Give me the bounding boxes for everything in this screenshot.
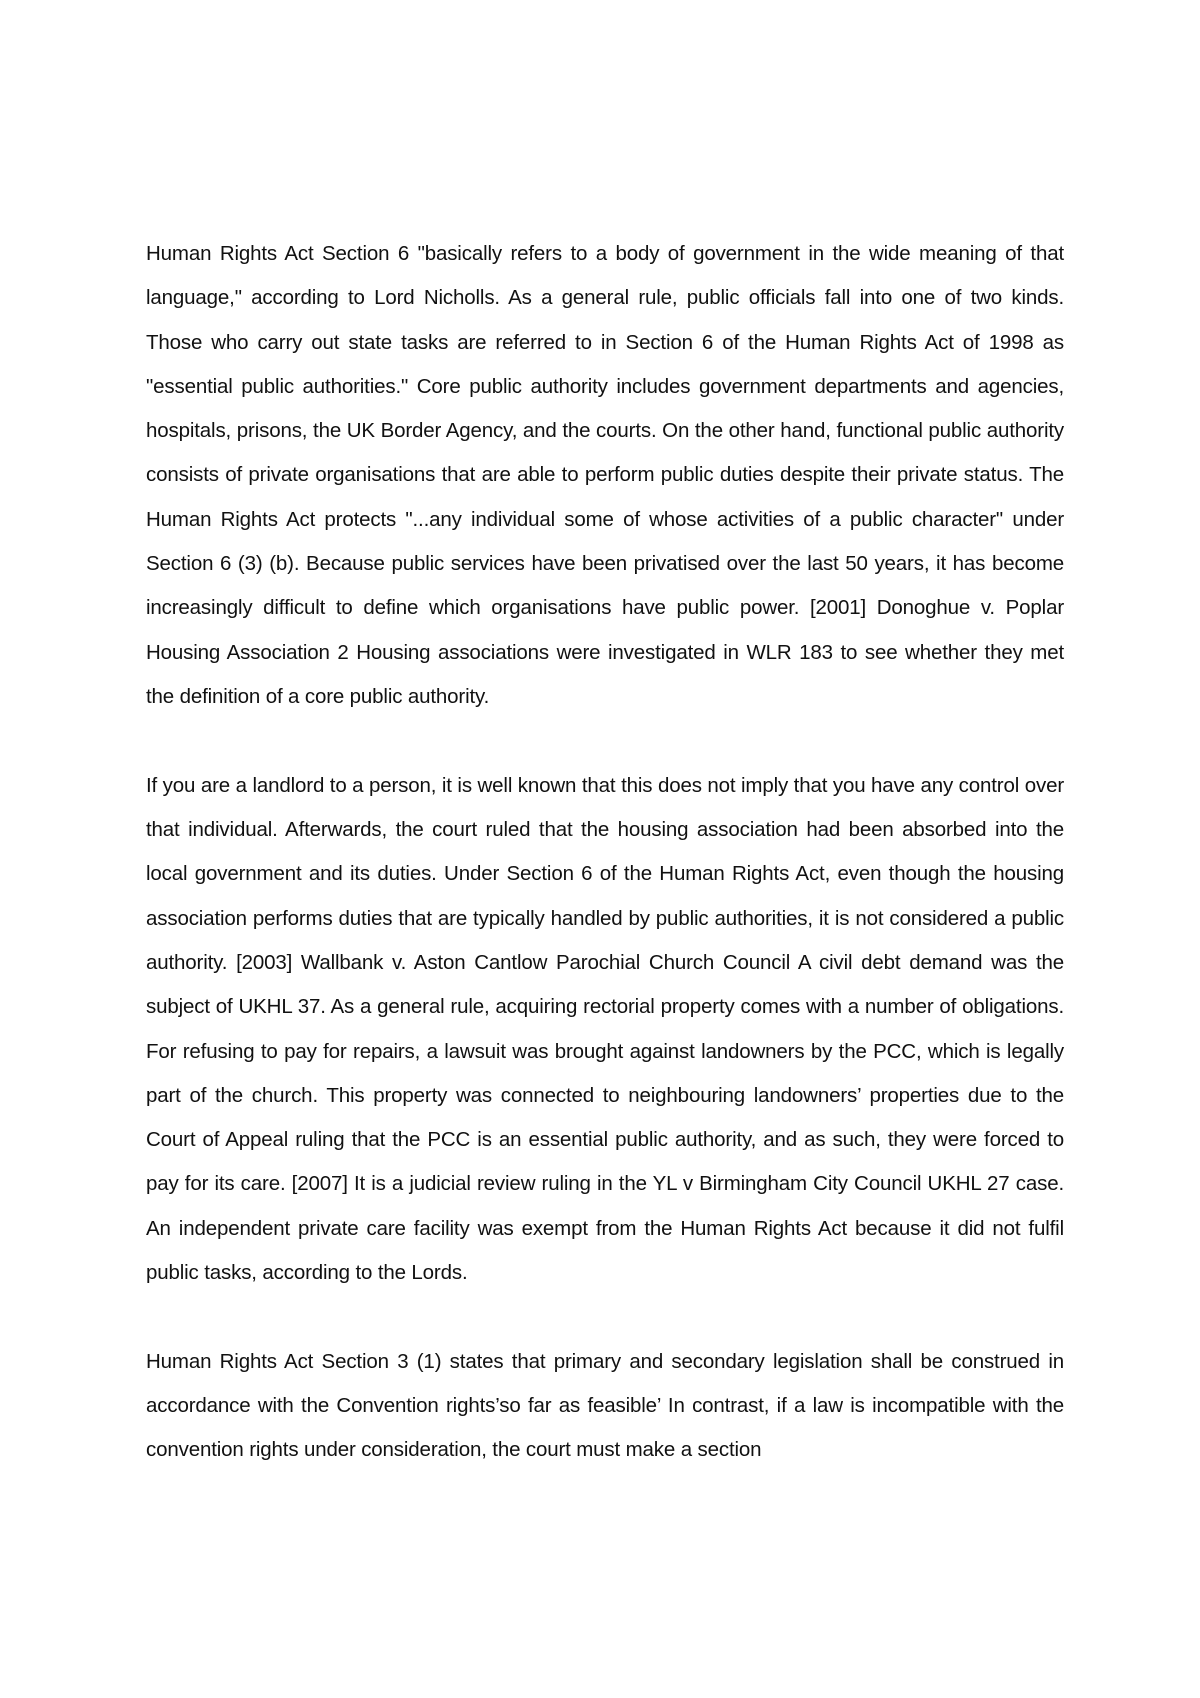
paragraph-case-law: If you are a landlord to a person, it is well known that this does not imply that you have any control over that individual. Afterwards, the court ruled that the housing association had been absorbed into the local government and its duties. Under Section 6 of the Human Rights Act, even though the housing association performs duties that are typically handled by public authorities, it is not considered a public authority. [2003] Wallbank v. Aston Cantlow Parochial Church Council A civil debt demand was the subject of UKHL 37. As a general rule, acquiring rectorial property comes with a number of obligations. For refusing to pay for repairs, a lawsuit was brought against landowners by the PCC, which is legally part of the church. This property was connected to neighbouring landowners’ properties due to the Court of Appeal ruling that the PCC is an essential public authority, and as such, they were forced to pay for its care. [2007] It is a judicial review ruling in the YL v Birmingham City Council UKHL 27 case. An independent private care facility was exempt from the Human Rights Act because it did not fulfil public tasks, according to the Lords. <box>146 773 1064 1285</box>
paragraph-public-authority-definition: Human Rights Act Section 6 "basically refers to a body of government in the wide meaning of that language," according to Lord Nicholls. As a general rule, public officials fall into one of two kinds. Those who carry out state tasks are referred to in Section 6 of the Human Rights Act of 1998 as "essential public authorities." Core public authority includes government departments and agencies, hospitals, prisons, the UK Border Agency, and the courts. On the other hand, functional public authority consists of private organisations that are able to perform public duties despite their private status. The Human Rights Act protects "...any individual some of whose activities of a public character" under Section 6 (3) (b). Because public services have been privatised over the last 50 years, it has become increasingly difficult to define which organisations have public power. [2001] Donoghue v. Poplar Housing Association 2 Housing associations were investigated in WLR 183 to see whether they met the definition of a core public authority. <box>146 242 1064 708</box>
paragraph-section-3: Human Rights Act Section 3 (1) states that primary and secondary legislation shall be construed in accordance with the Convention rights’so far as feasible’ In contrast, if a law is incompatible with the convention rights under consideration, the court must make a section <box>146 1349 1064 1462</box>
document-body <box>146 232 1064 1473</box>
